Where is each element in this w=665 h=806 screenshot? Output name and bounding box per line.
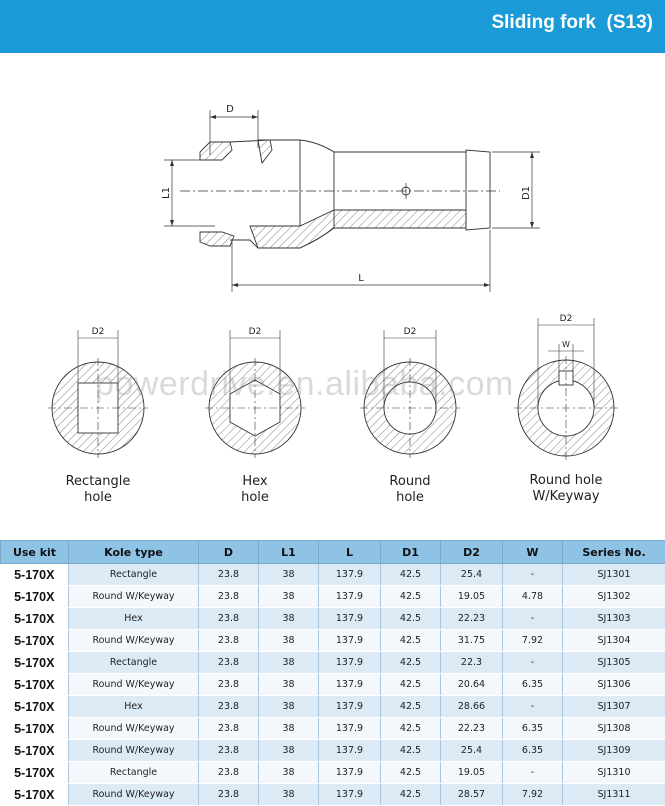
table-cell: 38 [259, 696, 319, 718]
table-cell: Round W/Keyway [69, 630, 199, 652]
table-cell: Rectangle [69, 564, 199, 586]
table-cell: 137.9 [319, 674, 381, 696]
table-cell: 38 [259, 652, 319, 674]
caption-round-hole [350, 474, 470, 506]
table-cell: 23.8 [199, 674, 259, 696]
table-cell: 5-170X [1, 564, 69, 586]
col-header-series-no: Series No. [563, 541, 665, 564]
table-cell: 42.5 [381, 740, 441, 762]
table-cell: 137.9 [319, 564, 381, 586]
table-cell: 5-170X [1, 674, 69, 696]
table-cell: - [503, 762, 563, 784]
caption-keyway-hole [506, 473, 626, 505]
table-cell: - [503, 608, 563, 630]
dim-label-l1: L1 [161, 187, 172, 199]
table-row [1, 674, 665, 696]
table-cell: 23.8 [199, 608, 259, 630]
table-cell: 5-170X [1, 696, 69, 718]
table-cell: 137.9 [319, 608, 381, 630]
table-cell: 137.9 [319, 762, 381, 784]
table-cell: Round W/Keyway [69, 740, 199, 762]
table-cell: 5-170X [1, 718, 69, 740]
table-cell: 137.9 [319, 586, 381, 608]
dim-label-d2-rect: D2 [92, 327, 105, 337]
col-header-kole-type: Kole type [69, 541, 199, 564]
dim-label-d1: D1 [521, 186, 532, 200]
spec-table [0, 540, 665, 806]
watermark: powerdrive.en.alibaba.com [95, 365, 514, 404]
table-cell: 38 [259, 564, 319, 586]
table-cell: Rectangle [69, 652, 199, 674]
table-cell: Round W/Keyway [69, 586, 199, 608]
table-cell: SJ1311 [563, 784, 665, 806]
table-cell: 20.64 [441, 674, 503, 696]
dim-label-l: L [358, 273, 364, 284]
table-cell: Round W/Keyway [69, 718, 199, 740]
table-cell: 25.4 [441, 564, 503, 586]
col-header-w: W [503, 541, 563, 564]
col-header-use-kit: Use kit [1, 541, 69, 564]
table-cell: 38 [259, 784, 319, 806]
table-cell: 38 [259, 718, 319, 740]
table-cell: SJ1310 [563, 762, 665, 784]
table-cell: 38 [259, 740, 319, 762]
table-cell: 42.5 [381, 674, 441, 696]
table-cell: 42.5 [381, 586, 441, 608]
col-header-d1: D1 [381, 541, 441, 564]
dim-label-d2-keyway: D2 [560, 314, 573, 324]
col-header-l: L [319, 541, 381, 564]
table-cell: 25.4 [441, 740, 503, 762]
table-cell: SJ1309 [563, 740, 665, 762]
table-cell: 23.8 [199, 718, 259, 740]
table-cell: SJ1306 [563, 674, 665, 696]
caption-line: hole [350, 490, 470, 506]
table-body [1, 564, 665, 806]
caption-line: Rectangle [38, 474, 158, 490]
table-cell: 42.5 [381, 630, 441, 652]
table-cell: 22.3 [441, 652, 503, 674]
table-cell: 6.35 [503, 718, 563, 740]
dim-label-d2-hex: D2 [249, 327, 262, 337]
header-bar [0, 0, 665, 53]
table-cell: 7.92 [503, 784, 563, 806]
table-cell: 42.5 [381, 718, 441, 740]
table-cell: 137.9 [319, 652, 381, 674]
table-cell: 137.9 [319, 784, 381, 806]
table-cell: Round W/Keyway [69, 674, 199, 696]
table-cell: 23.8 [199, 564, 259, 586]
table-row [1, 630, 665, 652]
caption-line: hole [195, 490, 315, 506]
table-cell: 5-170X [1, 784, 69, 806]
table-row [1, 740, 665, 762]
table-cell: 5-170X [1, 652, 69, 674]
table-cell: 28.57 [441, 784, 503, 806]
table-cell: SJ1303 [563, 608, 665, 630]
table-cell: 23.8 [199, 586, 259, 608]
table-cell: 23.8 [199, 630, 259, 652]
fork-side-view [180, 140, 500, 248]
table-row [1, 718, 665, 740]
table-cell: 28.66 [441, 696, 503, 718]
table-cell: Hex [69, 696, 199, 718]
caption-line: W/Keyway [506, 489, 626, 505]
table-cell: Round W/Keyway [69, 784, 199, 806]
table-cell: 38 [259, 674, 319, 696]
table-row [1, 784, 665, 806]
table-cell: SJ1308 [563, 718, 665, 740]
table-cell: 42.5 [381, 608, 441, 630]
table-cell: 5-170X [1, 586, 69, 608]
table-cell: Rectangle [69, 762, 199, 784]
table-cell: 42.5 [381, 762, 441, 784]
dim-label-d: D [226, 104, 234, 115]
table-row [1, 762, 665, 784]
table-cell: 42.5 [381, 784, 441, 806]
col-header-d: D [199, 541, 259, 564]
table-row [1, 696, 665, 718]
table-cell: 22.23 [441, 608, 503, 630]
table-cell: 6.35 [503, 674, 563, 696]
table-cell: 137.9 [319, 696, 381, 718]
table-cell: Hex [69, 608, 199, 630]
table-cell: SJ1307 [563, 696, 665, 718]
col-header-l1: L1 [259, 541, 319, 564]
table-cell: 5-170X [1, 608, 69, 630]
table-cell: 5-170X [1, 630, 69, 652]
table-cell: 4.78 [503, 586, 563, 608]
table-cell: 6.35 [503, 740, 563, 762]
caption-rectangle-hole [38, 474, 158, 506]
table-cell: 38 [259, 630, 319, 652]
dim-label-w: W [562, 340, 570, 349]
table-cell: 42.5 [381, 652, 441, 674]
table-cell: 19.05 [441, 586, 503, 608]
table-row [1, 608, 665, 630]
table-cell: SJ1301 [563, 564, 665, 586]
technical-drawing [0, 53, 665, 513]
table-cell: 38 [259, 586, 319, 608]
table-cell: 22.23 [441, 718, 503, 740]
table-cell: 38 [259, 762, 319, 784]
caption-line: Round [350, 474, 470, 490]
table-row [1, 652, 665, 674]
table-cell: SJ1305 [563, 652, 665, 674]
table-cell: 23.8 [199, 652, 259, 674]
table-cell: 137.9 [319, 630, 381, 652]
table-cell: 5-170X [1, 740, 69, 762]
table-cell: SJ1304 [563, 630, 665, 652]
table-cell: - [503, 696, 563, 718]
table-cell: - [503, 652, 563, 674]
table-row [1, 564, 665, 586]
caption-line: Hex [195, 474, 315, 490]
table-cell: 137.9 [319, 718, 381, 740]
table-cell: - [503, 564, 563, 586]
caption-hex-hole [195, 474, 315, 506]
table-cell: 19.05 [441, 762, 503, 784]
table-cell: 5-170X [1, 762, 69, 784]
caption-line: Round hole [506, 473, 626, 489]
table-row [1, 586, 665, 608]
col-header-d2: D2 [441, 541, 503, 564]
table-cell: 137.9 [319, 740, 381, 762]
table-cell: 42.5 [381, 696, 441, 718]
table-cell: 23.8 [199, 696, 259, 718]
table-cell: 23.8 [199, 762, 259, 784]
table-cell: SJ1302 [563, 586, 665, 608]
table-cell: 23.8 [199, 740, 259, 762]
table-header-row [1, 541, 665, 564]
page-title: Sliding fork (S13) [491, 12, 653, 34]
caption-line: hole [38, 490, 158, 506]
table-cell: 38 [259, 608, 319, 630]
table-cell: 42.5 [381, 564, 441, 586]
dim-label-d2-round: D2 [404, 327, 417, 337]
table-cell: 7.92 [503, 630, 563, 652]
table-cell: 31.75 [441, 630, 503, 652]
table-cell: 23.8 [199, 784, 259, 806]
